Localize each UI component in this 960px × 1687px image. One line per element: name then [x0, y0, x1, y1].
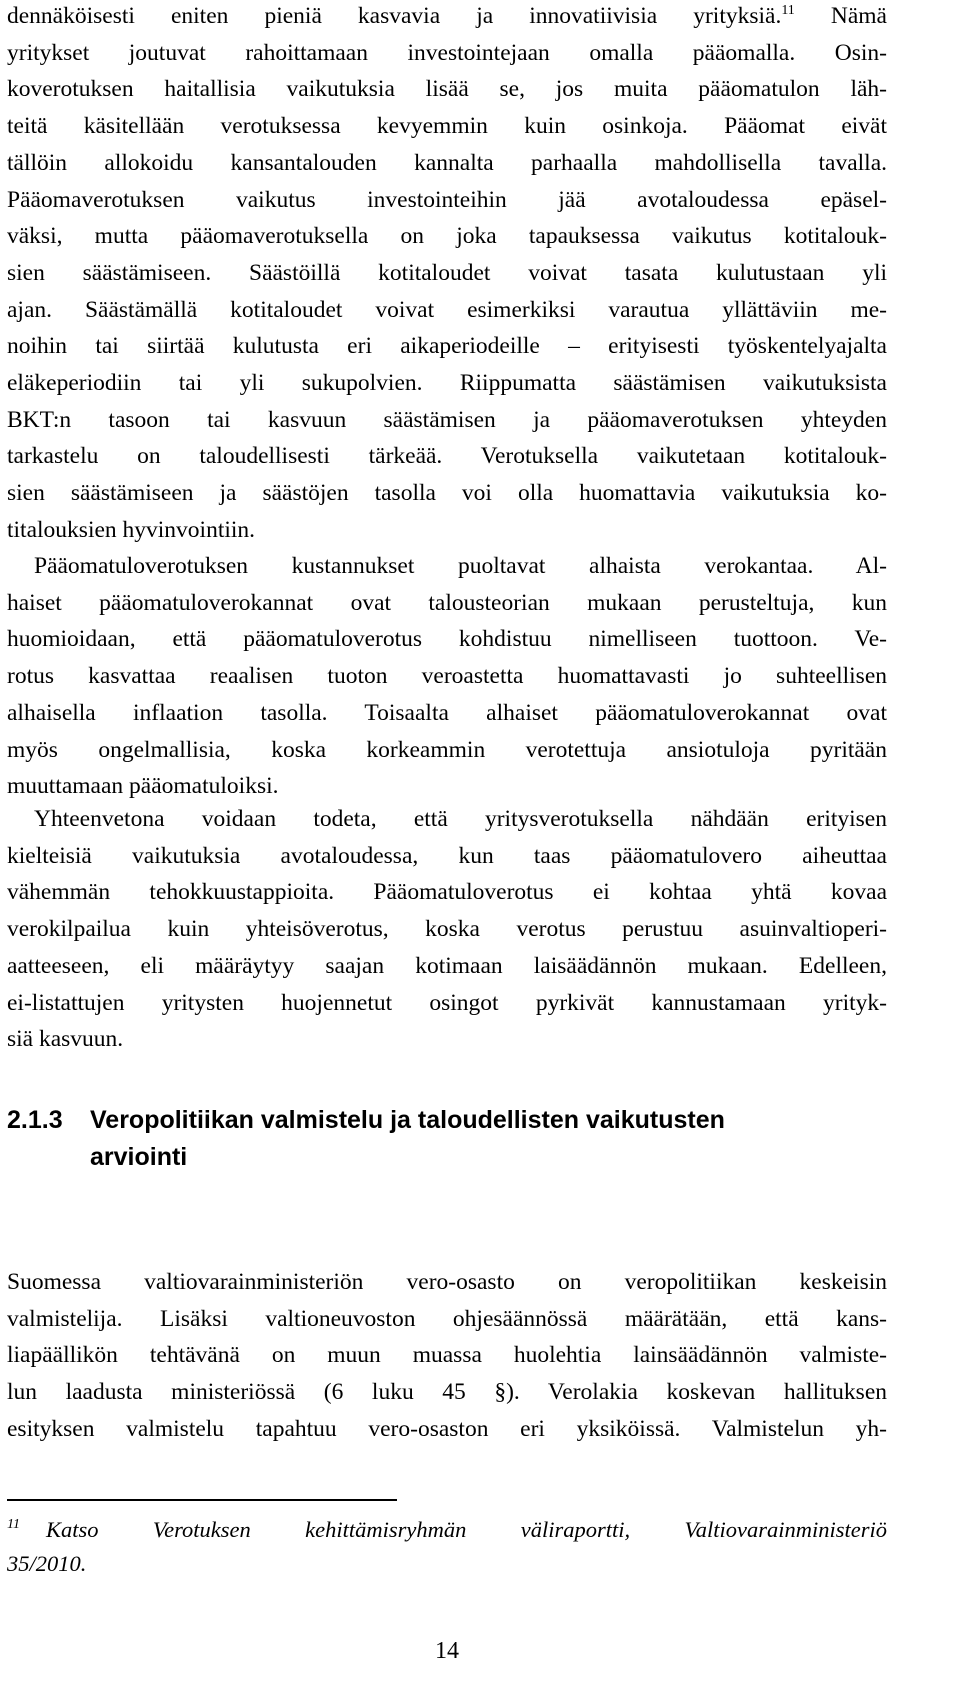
text-line: alhaisella inflaation tasolla. Toisaalta alhaiset pääomatuloverokannat ovat [7, 699, 887, 726]
text-line: eläkeperiodiin tai yli sukupolvien. Riippumatta säästämisen vaikutuksista [7, 370, 887, 397]
text-line: tarkastelu on taloudellisesti tärkeää. Verotuksella vaikutetaan kotitalouk- [7, 443, 887, 470]
body-paragraph-3 [7, 801, 887, 1058]
text-line: lun laadusta ministeriössä (6 luku 45 §). Verolakia koskevan hallituksen [7, 1379, 887, 1406]
footnote-line: $^{11}$ Katso Verotuksen kehittämisryhmän väliraportti, Valtiovarainministeriö [7, 1517, 887, 1542]
text-line: rotus kasvattaa reaalisen tuoton veroastetta huomattavasti jo suhteellisen [7, 663, 887, 690]
text-line: haiset pääomatuloverokannat ovat talousteorian mukaan perusteltuja, kun [7, 589, 887, 616]
text-line: tällöin allokoidu kansantalouden kannalta parhaalla mahdollisella tavalla. [7, 149, 887, 176]
text-line: muuttamaan pääomatuloiksi. [7, 773, 279, 800]
text-line: vähemmän tehokkuustappioita. Pääomatuloverotus ei kohtaa yhtä kovaa [7, 879, 887, 906]
footnote-separator [7, 1499, 397, 1501]
text-line: sien säästämiseen. Säästöillä kotitaloudet voivat tasata kulutustaan yli [7, 259, 887, 286]
body-paragraph-2 [7, 548, 887, 805]
footnote [7, 1508, 887, 1581]
text-line: dennäköisesti eniten pieniä kasvavia ja innovatiivisia yrityksiä.$^{11}$ Nämä [7, 3, 887, 29]
text-line: titalouksien hyvinvointiin. [7, 516, 256, 543]
text-line: noihin tai siirtää kulutusta eri aikaperiodeille – erityisesti työskentelyajalta [7, 333, 887, 360]
text-line: esityksen valmistelu tapahtuu vero-osaston eri yksiköissä. Valmistelun yh- [7, 1415, 887, 1442]
text-line: liapäällikön tehtävänä on muun muassa huolehtia lainsäädännön valmiste- [7, 1342, 887, 1369]
body-paragraph-4 [7, 1264, 887, 1448]
text-line: siä kasvuun. [7, 1026, 124, 1053]
footnote-number: 11 [7, 1517, 20, 1532]
text-line: Pääomatuloverotuksen kustannukset puoltavat alhaista verokantaa. Al- [34, 553, 887, 579]
footnote-line: 35/2010. [7, 1551, 87, 1576]
body-paragraph-1 [7, 0, 887, 549]
text-line: ei-listattujen yritysten huojennetut osingot pyrkivät kannustamaan yrityk- [7, 989, 887, 1016]
footnote-reference[interactable]: 11 [781, 3, 795, 18]
section-title-line-2: arviointi [90, 1143, 188, 1171]
text-line: ajan. Säästämällä kotitaloudet voivat esimerkiksi varautua yllättäviin me- [7, 296, 887, 323]
text-line: koverotuksen haitallisia vaikutuksia lisää se, jos muita pääomatulon läh- [7, 76, 887, 103]
text-line: Suomessa valtiovarainministeriön vero-osasto on veropolitiikan keskeisin [7, 1269, 887, 1295]
text-line: Pääomaverotuksen vaikutus investointeihin jää avotaloudessa epäsel- [7, 186, 887, 213]
text-line: verokilpailua kuin yhteisöverotus, koska verotus perustuu asuinvaltioperi- [7, 916, 887, 943]
text-line: myös ongelmallisia, koska korkeammin verotettuja ansiotuloja pyritään [7, 736, 887, 763]
section-number: 2.1.3 [7, 1106, 63, 1134]
text-line: yritykset joutuvat rahoittamaan investointejaan omalla pääomalla. Osin- [7, 39, 887, 66]
text-line: aatteeseen, eli määräytyy saajan kotimaan laisäädännön mukaan. Edelleen, [7, 952, 887, 979]
text-line: teitä käsitellään verotuksessa kevyemmin kuin osinkoja. Pääomat eivät [7, 113, 887, 140]
text-line: sien säästämiseen ja säästöjen tasolla voi olla huomattavia vaikutuksia ko- [7, 480, 887, 507]
text-line: kielteisiä vaikutuksia avotaloudessa, kun taas pääomatulovero aiheuttaa [7, 842, 887, 869]
text-line: Yhteenvetona voidaan todeta, että yritysverotuksella nähdään erityisen [34, 806, 887, 832]
text-line: valmistelija. Lisäksi valtioneuvoston ohjesäännössä määrätään, että kans- [7, 1305, 887, 1332]
text-line: BKT:n tasoon tai kasvuun säästämisen ja pääomaverotuksen yhteyden [7, 406, 887, 433]
section-title-line-1: Veropolitiikan valmistelu ja taloudellisten vaikutusten [90, 1106, 725, 1134]
section-heading [7, 1102, 725, 1176]
page-number: 14 [435, 1638, 459, 1664]
text-line: väksi, mutta pääomaverotuksella on joka tapauksessa vaikutus kotitalouk- [7, 223, 887, 250]
text-line: huomioidaan, että pääomatuloverotus kohdistuu nimelliseen tuottoon. Ve- [7, 626, 887, 653]
